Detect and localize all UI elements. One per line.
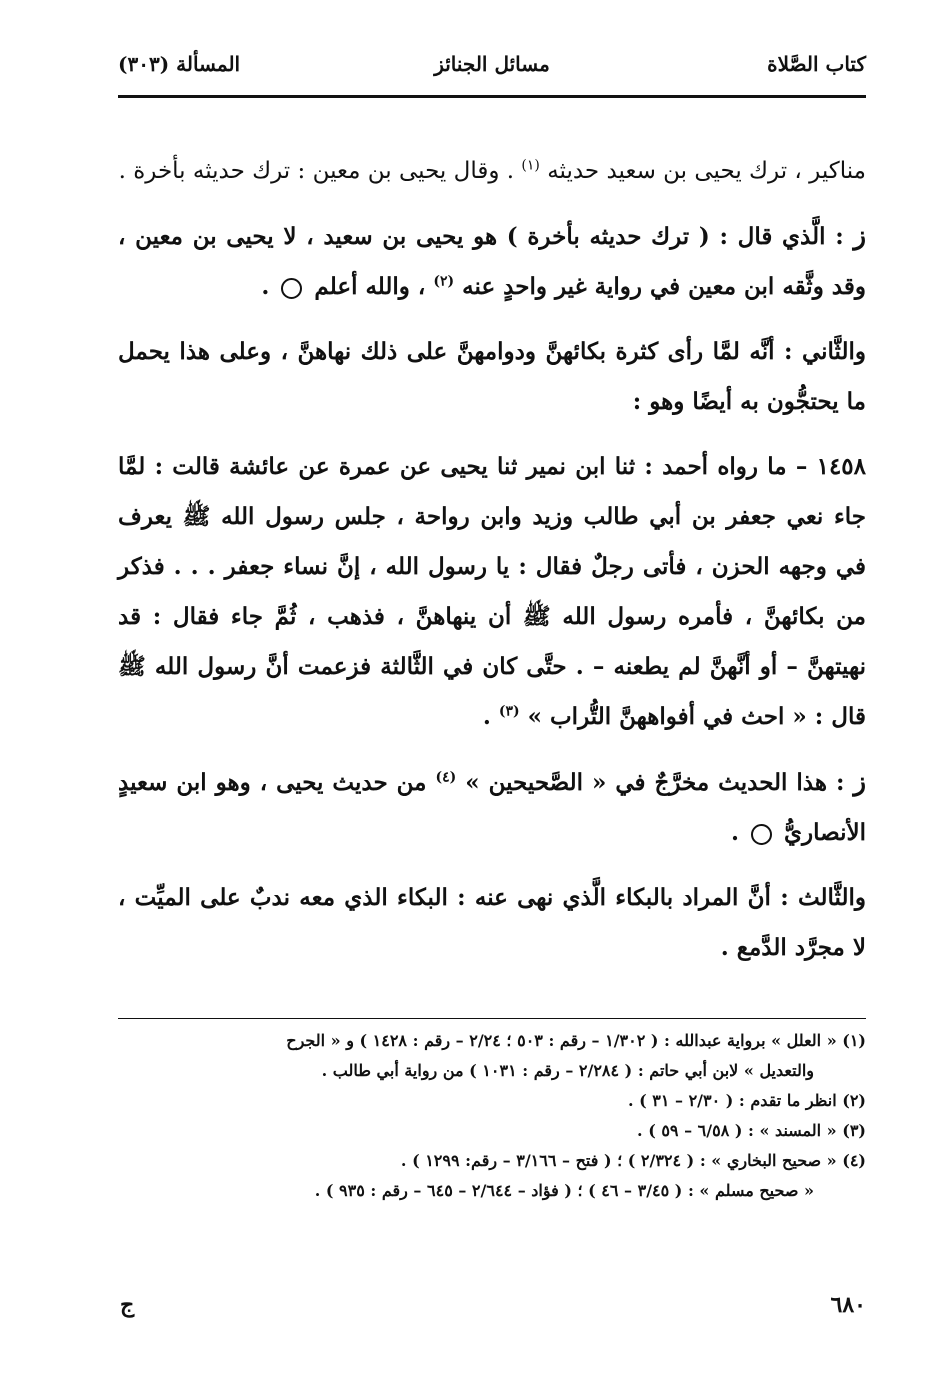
paragraph-2: ز : الَّذي قال : ( ترك حديثه بأخرة ) هو يحيى بن سعيد ، لا يحيى بن معين ، وقد وثَّقه ابن معين في رواية غير واحدٍ عنه $^{(٢)}$ ، والله أعلم . <box>118 221 866 300</box>
footnote-3: (٣) « المسند » : ( ٦/٥٨ – ٥٩ ) . <box>637 1121 866 1140</box>
footnote-ref-2[interactable]: (٢) <box>433 273 455 290</box>
book-title: كتاب الصَّلاة <box>767 52 866 76</box>
issue-number: المسألة (٣٠٣) <box>118 52 241 76</box>
page-number: ٦٨٠ <box>830 1292 866 1318</box>
commentary-mark: ز <box>853 767 867 797</box>
end-circle-icon <box>281 278 302 299</box>
footnote-ref-4[interactable]: (٤) <box>435 769 457 786</box>
chapter-title: مسائل الجنائز <box>434 52 550 76</box>
paragraph-5: ز : هذا الحديث مخرَّجٌ في « الصَّحيحين » $^{(٤)}$ من حديث يحيى ، وهو ابن سعيدٍ الأنصاريُّ . <box>118 767 867 846</box>
commentary-mark: ز <box>853 221 866 251</box>
hadith-number: ١٤٥٨ <box>816 453 867 480</box>
end-circle-icon <box>751 824 772 845</box>
footnote-1-cont: والتعديل » لابن أبي حاتم : ( ٢/٢٨٤ – رقم : ١٠٣١ ) من رواية أبي طالب . <box>321 1061 814 1080</box>
footnote-4-cont: « صحيح مسلم » : ( ٣/٤٥ – ٤٦ ) ؛ ( فؤاد – ٢/٦٤٤ – ٦٤٥ – رقم : ٩٣٥ ) . <box>314 1181 814 1200</box>
footnote-rule <box>118 1018 866 1019</box>
header-rule <box>118 95 866 98</box>
footnote-4: (٤) « صحيح البخاري » : ( ٢/٣٢٤ ) ؛ ( فتح – ٣/١٦٦ – رقم: ١٢٩٩ ) . <box>400 1151 866 1170</box>
paragraph-1: مناكير ، ترك يحيى بن سعيد حديثه $^{(١)}$ . وقال يحيى بن معين : ترك حديثه بأخرة . <box>118 157 866 184</box>
signature-mark: ج <box>120 1292 135 1318</box>
footnote-ref-1[interactable]: (١) <box>521 157 540 174</box>
paragraph-3: والثَّاني : أنَّه لمَّا رأى كثرة بكائهنَّ ودوامهنَّ على ذلك نهاهنَّ ، وعلى هذا يحمل ما يحتجُّون به أيضًا وهو : <box>118 338 866 415</box>
main-text <box>118 146 866 988</box>
page-footer <box>118 1292 866 1328</box>
footnotes <box>118 1026 866 1206</box>
footnote-ref-3[interactable]: (٣) <box>498 703 520 720</box>
footnote-1: (١) « العلل » برواية عبدالله : ( ١/٣٠٢ – رقم : ٥٠٣ ؛ ٢/٢٤ – رقم : ١٤٢٨ ) و « الجرح <box>286 1031 866 1050</box>
hadith-quote: « احث في أفواههنَّ التُّراب » <box>527 703 807 730</box>
footnote-2: (٢) انظر ما تقدم : ( ٢/٣٠ – ٣١ ) . <box>627 1091 866 1110</box>
paragraph-4: ١٤٥٨ – ما رواه أحمد : ثنا ابن نمير ثنا يحيى عن عمرة عن عائشة قالت : لمَّا جاء نعي جعفر بن أبي طالب وزيد وابن رواحة ، جلس رسول الله ﷺ يعرف في وجهه الحزن ، فأتى رجلٌ فقال : يا رسول الله ، إنَّ نساء جعفر . . . فذكر من بكائهنَّ ، فأمره رسول الله ﷺ أن ينهاهنَّ ، فذهب ، ثُمَّ جاء فقال : قد نهيتهنَّ – أو أنَّهنَّ لم يطعنه – . حتَّى كان في الثَّالثة فزعمت أنَّ رسول الله ﷺ قال : « احث في أفواههنَّ التُّراب » $^{(٣)}$ . <box>118 453 867 730</box>
running-header <box>118 52 866 88</box>
paragraph-6: والثَّالث : أنَّ المراد بالبكاء الَّذي نهى عنه : البكاء الذي معه ندبٌ على الميِّت ، لا مجرَّد الدَّمع . <box>118 884 866 961</box>
